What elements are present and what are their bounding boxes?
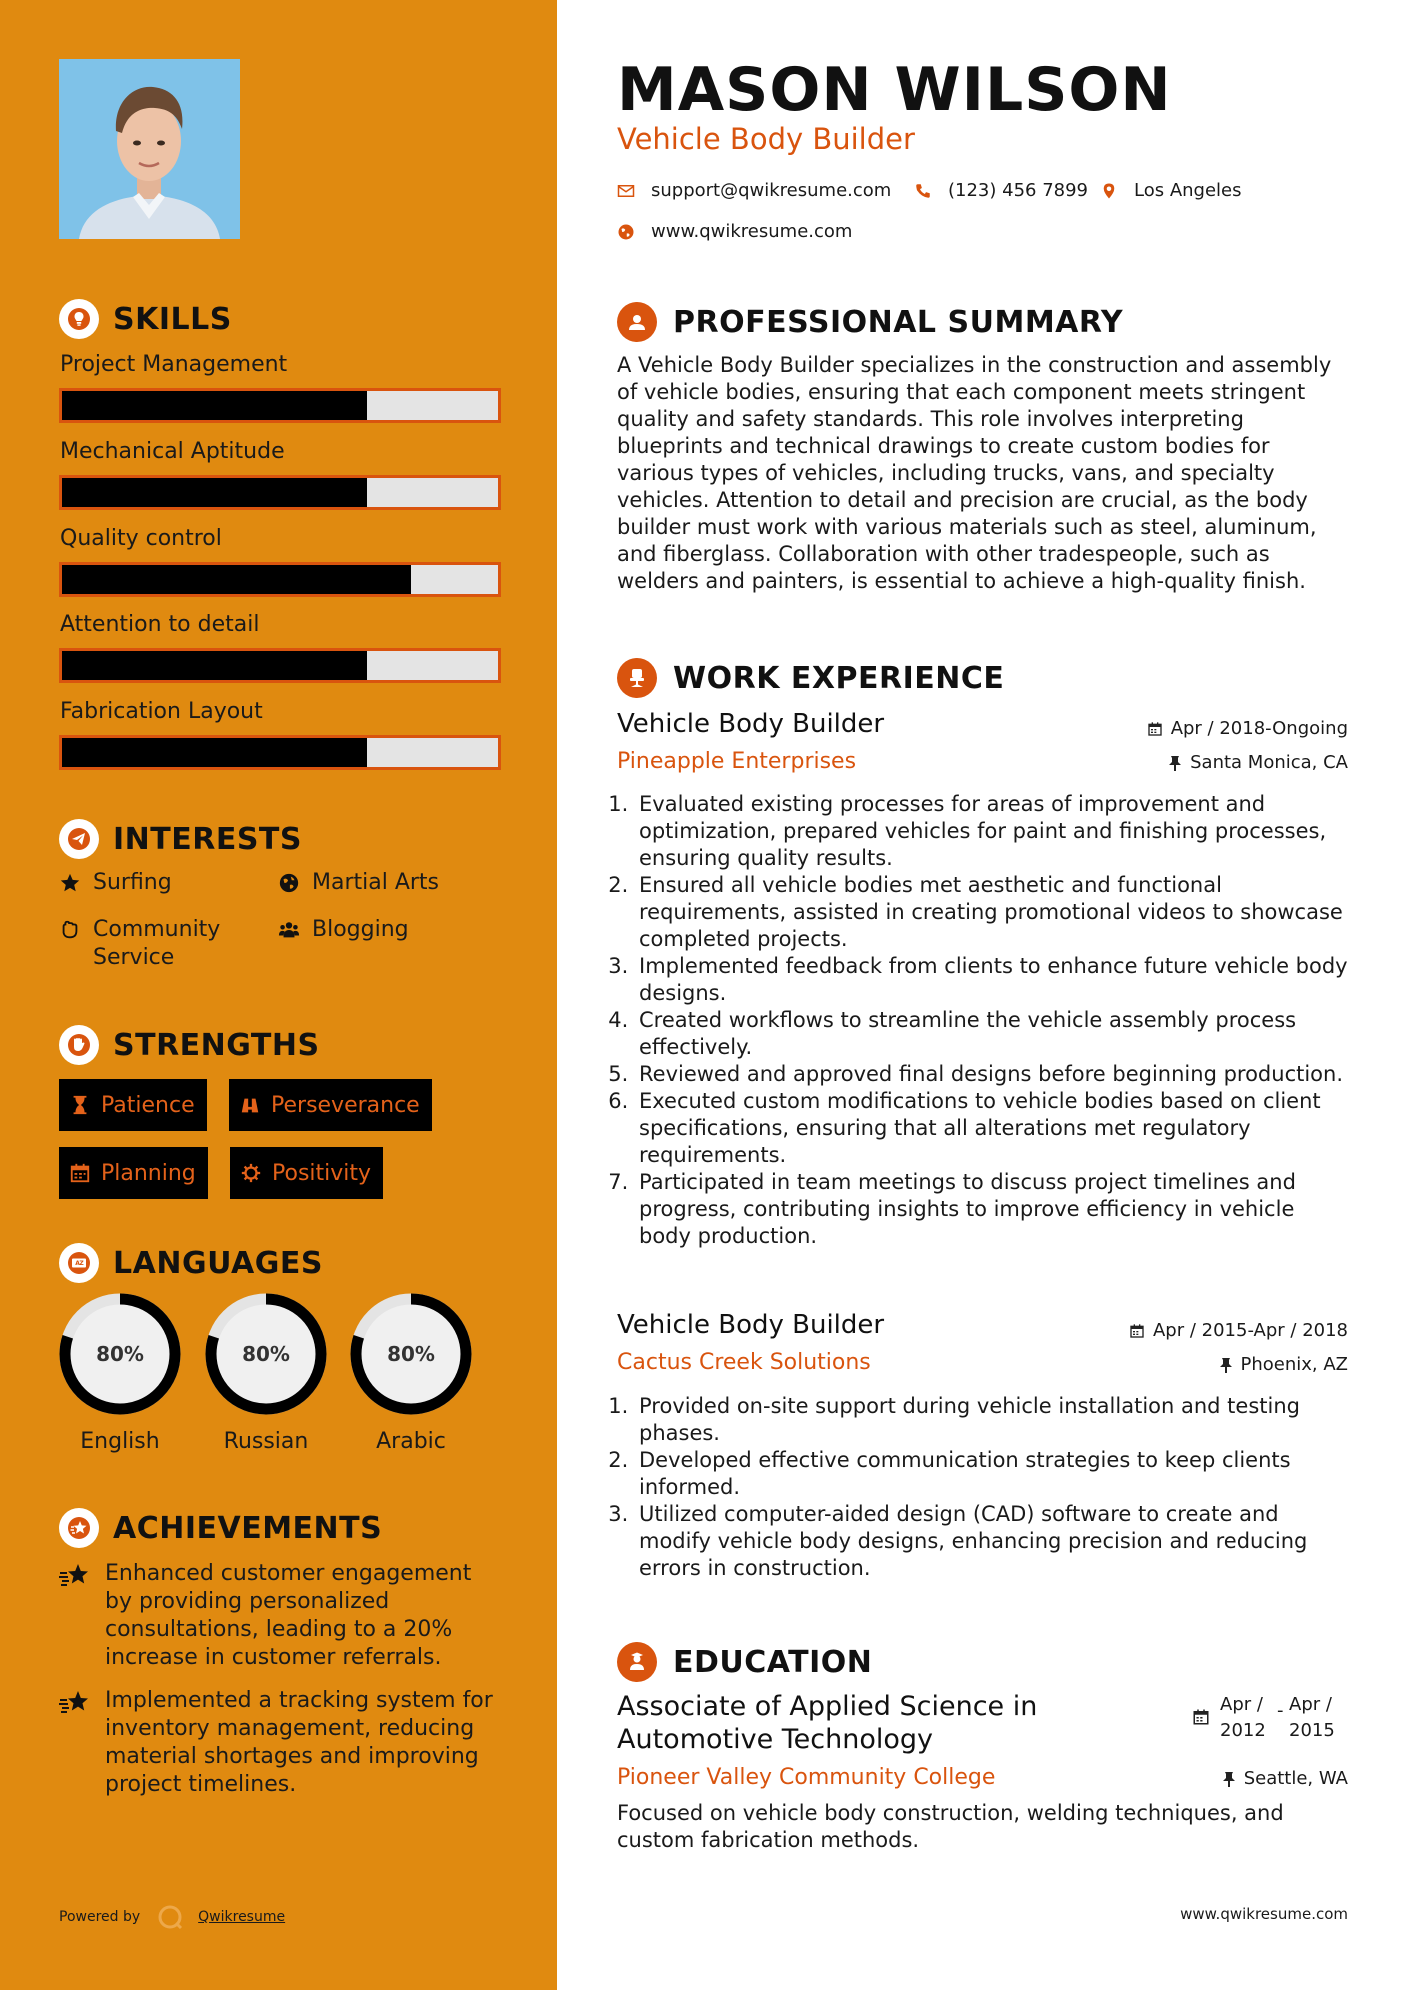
interest-label: Community Service [93, 917, 221, 970]
education-location-text: Seattle, WA [1243, 1768, 1348, 1789]
education-date-end-line2: 2015 [1289, 1720, 1335, 1741]
shooting-star-icon [59, 1562, 91, 1590]
location-text: Los Angeles [1134, 180, 1242, 201]
website-text: www.qwikresume.com [651, 221, 853, 242]
powered-by [59, 1903, 285, 1931]
envelope-icon [617, 182, 635, 200]
duty-item: 5. Reviewed and approved final designs before beginning production. [635, 1061, 1352, 1088]
skill-bar-fill [62, 391, 367, 420]
education-school: Pioneer Valley Community College [617, 1765, 996, 1790]
job-date [1129, 1320, 1348, 1341]
interest-item [278, 869, 439, 897]
strength-label: Perseverance [271, 1092, 420, 1118]
summary-title: PROFESSIONAL SUMMARY [673, 304, 1124, 340]
job-date-text: Apr / 2015-Apr / 2018 [1152, 1320, 1348, 1341]
languages-heading [59, 1243, 323, 1283]
education-date-end-line1: Apr / [1289, 1694, 1332, 1715]
office-chair-icon [617, 658, 657, 698]
binoculars-icon [239, 1094, 261, 1116]
hand-icon [59, 919, 81, 941]
job-location-text: Phoenix, AZ [1240, 1354, 1348, 1375]
language-name: English [80, 1429, 160, 1454]
languages-title: LANGUAGES [113, 1245, 323, 1281]
language-ring [59, 1293, 181, 1415]
strength-tag [59, 1147, 208, 1199]
svg-text:Z: Z [79, 1260, 84, 1268]
interest-item [59, 916, 259, 972]
job-duties [617, 791, 1352, 1250]
star-icon [59, 872, 81, 894]
education-location [1222, 1768, 1348, 1789]
interest-label: Surfing [93, 870, 172, 895]
achievement-item [59, 1560, 499, 1672]
achievements-heading [59, 1508, 382, 1548]
paper-plane-icon [59, 819, 99, 859]
pushpin-icon [1222, 1771, 1236, 1787]
skill-label: Mechanical Aptitude [60, 439, 285, 464]
duty-item: 4. Created workflows to streamline the vehicle assembly process effectively. [635, 1007, 1352, 1061]
duty-item: 3. Utilized computer-aided design (CAD) software to create and modify vehicle body designs, enhancing precision and reducing errors in construction. [635, 1501, 1352, 1582]
shooting-star-icon [59, 1689, 91, 1717]
strength-tag [59, 1079, 207, 1131]
achievement-text: Enhanced customer engagement by providing personalized consultations, leading to a 20% increase in customer referrals. [105, 1561, 472, 1670]
strengths-heading [59, 1025, 320, 1065]
language-ring [205, 1293, 327, 1415]
strength-label: Patience [101, 1092, 195, 1118]
language-percent: 80% [387, 1342, 435, 1366]
contact-location [1100, 180, 1242, 201]
footer-website[interactable]: www.qwikresume.com [1180, 1905, 1348, 1923]
interests-heading [59, 819, 302, 859]
calendar-icon [1192, 1708, 1210, 1726]
hourglass-icon [69, 1094, 91, 1116]
duty-item: 2. Developed effective communication strategies to keep clients informed. [635, 1447, 1352, 1501]
achievement-text: Implemented a tracking system for inventory management, reducing material shortages and improving project timelines. [105, 1688, 493, 1797]
duty-item: 7. Participated in team meetings to discuss project timelines and progress, contributing insights to improve efficiency in vehicle body production. [635, 1169, 1352, 1250]
achievement-item [59, 1687, 499, 1799]
strength-tag [230, 1147, 383, 1199]
strength-label: Planning [101, 1160, 196, 1186]
phone-icon [914, 182, 932, 200]
duty-item: 1. Provided on-site support during vehicle installation and testing phases. [635, 1393, 1352, 1447]
education-date-separator: - [1277, 1700, 1284, 1721]
map-pin-icon [1100, 182, 1118, 200]
job-company: Pineapple Enterprises [617, 749, 857, 774]
qwikresume-link[interactable]: Qwikresume [198, 1909, 286, 1925]
skill-label: Fabrication Layout [60, 699, 263, 724]
globe-icon [617, 223, 635, 241]
skill-label: Quality control [60, 526, 222, 551]
skill-bar [59, 475, 501, 510]
duty-item: 6. Executed custom modifications to vehicle bodies based on client specifications, ensuring that all alterations met regulatory requirements. [635, 1088, 1352, 1169]
profile-photo [59, 59, 240, 239]
skills-heading [59, 299, 232, 339]
education-date-end [1289, 1692, 1335, 1744]
pushpin-icon [1219, 1357, 1233, 1373]
language-name: Arabic [376, 1429, 446, 1454]
language-percent: 80% [96, 1342, 144, 1366]
phone-text: (123) 456 7899 [948, 180, 1089, 201]
user-icon [617, 302, 657, 342]
education-date-start-line1: Apr / [1220, 1694, 1263, 1715]
duty-item: 1. Evaluated existing processes for areas of improvement and optimization, prepared vehicles for paint and finishing processes, ensuring quality results. [635, 791, 1352, 872]
skill-label: Attention to detail [60, 612, 260, 637]
skill-bar-fill [62, 651, 367, 680]
sidebar [0, 0, 557, 1990]
skill-bar [59, 648, 501, 683]
job-location [1219, 1354, 1349, 1375]
job-date-text: Apr / 2018-Ongoing [1170, 718, 1348, 739]
contact-phone[interactable] [914, 180, 1088, 201]
experience-title: WORK EXPERIENCE [673, 660, 1005, 696]
job-location-text: Santa Monica, CA [1190, 752, 1348, 773]
fist-icon [59, 1025, 99, 1065]
users-icon [278, 919, 300, 941]
powered-by-label: Powered by [59, 1909, 141, 1925]
skill-bar-fill [62, 738, 367, 767]
candidate-name: MASON WILSON [617, 55, 1172, 125]
job-title: Vehicle Body Builder [617, 1310, 885, 1340]
strength-label: Positivity [272, 1160, 372, 1186]
interests-title: INTERESTS [113, 821, 302, 857]
skill-bar [59, 735, 501, 770]
skill-bar [59, 388, 501, 423]
experience-heading [617, 658, 1004, 698]
duty-item: 2. Ensured all vehicle bodies met aesthetic and functional requirements, assisted in creating promotional videos to showcase completed projects. [635, 872, 1352, 953]
education-title: EDUCATION [673, 1644, 873, 1680]
interest-label: Martial Arts [312, 870, 440, 895]
interest-label: Blogging [312, 917, 409, 942]
interest-item [59, 869, 172, 897]
gear-icon [240, 1162, 262, 1184]
interest-item [278, 916, 409, 944]
email-text: support@qwikresume.com [651, 180, 892, 201]
skill-bar-fill [62, 565, 411, 594]
job-date [1147, 718, 1348, 739]
summary-heading [617, 302, 1123, 342]
strength-tag [229, 1079, 432, 1131]
language-name: Russian [223, 1429, 309, 1454]
calendar-icon [1147, 721, 1163, 737]
education-date-start-line2: 2012 [1220, 1720, 1266, 1741]
education-degree: Associate of Applied Science in Automotive Technology [617, 1691, 1038, 1755]
language-card-icon [59, 1243, 99, 1283]
language-ring [350, 1293, 472, 1415]
contact-email[interactable] [617, 180, 891, 201]
candidate-title: Vehicle Body Builder [617, 122, 915, 156]
education-description: Focused on vehicle body construction, welding techniques, and custom fabrication methods. [617, 1801, 1284, 1852]
education-heading [617, 1642, 872, 1682]
contact-website[interactable] [617, 221, 852, 242]
graduate-icon [617, 1642, 657, 1682]
skill-label: Project Management [60, 352, 288, 377]
pushpin-icon [1168, 755, 1182, 771]
strengths-title: STRENGTHS [113, 1027, 320, 1063]
achievements-title: ACHIEVEMENTS [113, 1510, 383, 1546]
job-location [1168, 752, 1348, 773]
svg-text:A: A [75, 1260, 80, 1268]
skills-title: SKILLS [113, 301, 232, 337]
globe-icon [278, 872, 300, 894]
lightbulb-icon [59, 299, 99, 339]
duty-item: 3. Implemented feedback from clients to enhance future vehicle body designs. [635, 953, 1352, 1007]
calendar-icon [69, 1162, 91, 1184]
job-duties [617, 1393, 1352, 1582]
job-company: Cactus Creek Solutions [617, 1350, 871, 1375]
education-date-start [1220, 1692, 1266, 1744]
summary-text: A Vehicle Body Builder specializes in the construction and assembly of vehicle bodies, ensuring that each component meets stringent quality and safety standards. This role involves interpreting blueprints and technical drawings to create custom bodies for various types of vehicles, including trucks, vans, and specialty vehicles. Attention to detail and precision are crucial, as the body builder must work with various materials such as steel, aluminum, and fiberglass. Collaboration with other tradespeople, such as welders and painters, is essential to achieve a high-quality finish. [617, 353, 1332, 593]
calendar-icon [1129, 1323, 1145, 1339]
job-title: Vehicle Body Builder [617, 709, 885, 739]
star-badge-icon [59, 1508, 99, 1548]
qwikresume-logo-icon [156, 1903, 184, 1931]
skill-bar [59, 562, 501, 597]
language-percent: 80% [242, 1342, 290, 1366]
skill-bar-fill [62, 478, 367, 507]
